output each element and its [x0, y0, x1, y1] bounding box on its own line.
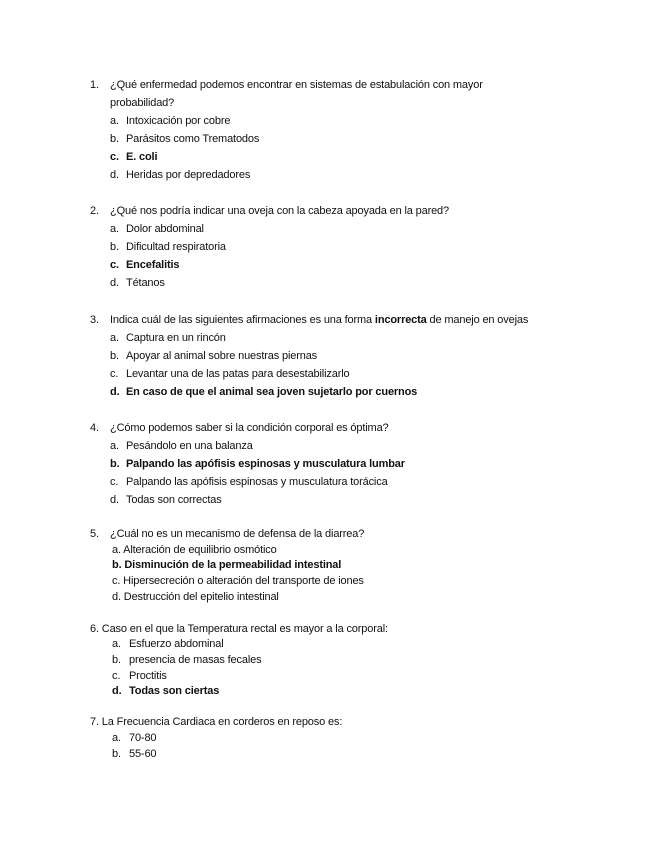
- option-text: Todas son correctas: [126, 494, 222, 506]
- option-text: c. Hipersecreción o alteración del transporte de iones: [112, 575, 364, 587]
- option-label: a.: [110, 115, 119, 127]
- question-text: [110, 313, 528, 327]
- option-label: b.: [110, 350, 119, 362]
- option-label: a.: [112, 732, 121, 744]
- option-label: b.: [110, 241, 119, 253]
- option-label: a.: [110, 223, 119, 235]
- option-text: a. Alteración de equilibrio osmótico: [112, 544, 277, 556]
- question-number: 3.: [90, 314, 99, 326]
- option-text-correct: b. Disminución de la permeabilidad intestinal: [112, 559, 342, 571]
- option-label: c.: [110, 368, 119, 380]
- option-text: Pesándolo en una balanza: [126, 440, 253, 452]
- option-text: Levantar una de las patas para desestabilizarlo: [126, 368, 350, 380]
- option-label: c.: [110, 259, 119, 271]
- option-text: Heridas por depredadores: [126, 169, 251, 181]
- question-text-emphasis: incorrecta: [374, 314, 427, 326]
- option-label: c.: [112, 670, 121, 682]
- question-text: ¿Qué enfermedad podemos encontrar en sistemas de estabulación con mayor: [110, 79, 483, 91]
- option-label: c.: [110, 476, 119, 488]
- question-number: 5.: [90, 528, 99, 540]
- option-text: Dolor abdominal: [126, 223, 204, 235]
- option-text: presencia de masas fecales: [129, 654, 262, 666]
- option-text: Captura en un rincón: [126, 332, 226, 344]
- question-text: 7. La Frecuencia Cardiaca en corderos en reposo es:: [90, 716, 343, 728]
- option-text-correct: En caso de que el animal sea joven sujetarlo por cuernos: [126, 386, 418, 398]
- option-text: Palpando las apófisis espinosas y musculatura torácica: [126, 476, 388, 488]
- question-text-part: Indica cuál de las siguientes afirmaciones es una forma: [110, 314, 375, 326]
- option-label: d.: [112, 685, 122, 697]
- option-text: 70-80: [129, 732, 157, 744]
- question-text: ¿Qué nos podría indicar una oveja con la cabeza apoyada en la pared?: [110, 205, 449, 217]
- question-text: ¿Cómo podemos saber si la condición corporal es óptima?: [110, 422, 389, 434]
- option-text: 55-60: [129, 748, 157, 760]
- question-number: 2.: [90, 205, 99, 217]
- option-text: Apoyar al animal sobre nuestras piernas: [126, 350, 318, 362]
- question-text-part: de manejo en ovejas: [426, 314, 529, 326]
- question-text: 6. Caso en el que la Temperatura rectal es mayor a la corporal:: [90, 623, 388, 635]
- option-text: Tétanos: [126, 277, 165, 289]
- option-text-correct: E. coli: [126, 151, 158, 163]
- option-label: b.: [112, 654, 121, 666]
- option-label: a.: [110, 332, 119, 344]
- option-label: d.: [110, 386, 120, 398]
- option-label: d.: [110, 169, 119, 181]
- option-text: Proctitis: [129, 670, 167, 682]
- question-text: ¿Cuál no es un mecanismo de defensa de la diarrea?: [110, 528, 365, 540]
- option-text: Esfuerzo abdominal: [129, 638, 224, 650]
- option-label: d.: [110, 494, 119, 506]
- option-text: d. Destrucción del epitelio intestinal: [112, 591, 279, 603]
- option-text-correct: Encefalitis: [126, 259, 180, 271]
- option-label: d.: [110, 277, 119, 289]
- question-number: 1.: [90, 79, 99, 91]
- option-text: Parásitos como Trematodos: [126, 133, 260, 145]
- option-text-correct: Todas son ciertas: [129, 685, 220, 697]
- option-label: c.: [110, 151, 119, 163]
- option-label: b.: [110, 133, 119, 145]
- question-text-continued: probabilidad?: [110, 97, 175, 109]
- option-text: Dificultad respiratoria: [126, 241, 226, 253]
- question-number: 4.: [90, 422, 99, 434]
- option-text-correct: Palpando las apófisis espinosas y musculatura lumbar: [126, 458, 405, 470]
- option-label: a.: [110, 440, 119, 452]
- option-label: a.: [112, 638, 121, 650]
- option-label: b.: [110, 458, 120, 470]
- option-text: Intoxicación por cobre: [126, 115, 231, 127]
- option-label: b.: [112, 748, 121, 760]
